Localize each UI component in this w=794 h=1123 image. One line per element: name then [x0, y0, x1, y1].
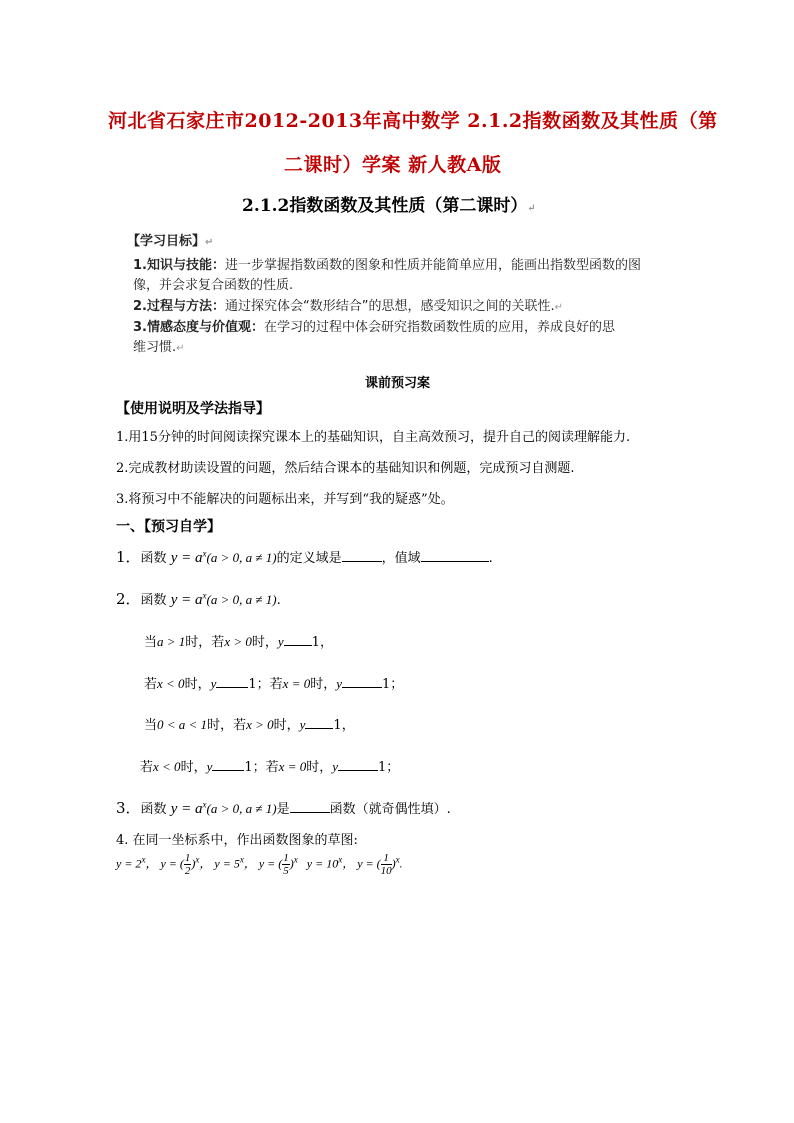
numerator: 1 — [283, 852, 289, 864]
separator: ， — [145, 856, 158, 871]
guide-item-1: 1.用15分钟的时间阅读探究课本上的基础知识，自主高效预习，提升自己的阅读理解能力. — [116, 430, 631, 445]
goal-item-3 — [133, 316, 615, 335]
denominator: 10 — [380, 865, 392, 877]
guide-item-2: 2.完成教材助读设置的问题，然后结合课本的基础知识和例题，完成预习自测题. — [116, 461, 575, 476]
punct: ， — [341, 718, 355, 733]
exponent: x — [395, 854, 400, 865]
goal-item-3-text: 在学习的过程中体会研究指数函数性质的应用，养成良好的思 — [263, 320, 615, 335]
goal-item-2 — [133, 295, 563, 314]
goals-heading — [127, 230, 213, 249]
goal-item-1 — [133, 254, 641, 273]
guide-heading: 【使用说明及学法指导】 — [116, 401, 270, 417]
func-6: y = ( — [357, 856, 381, 871]
goal-item-3-text-cont: 维习惯. — [133, 340, 177, 355]
self-study-heading: 一、【预习自学】 — [116, 519, 221, 535]
question-3-text-b: 函数（就奇偶性填）. — [329, 802, 451, 817]
question-1-text-a: 的定义域是 — [276, 551, 342, 566]
question-1-number: 1． — [116, 548, 141, 566]
question-3-condition: (a > 0, a ≠ 1) — [206, 801, 277, 816]
goal-item-2-label: 2.过程与方法： — [133, 299, 225, 314]
question-3-func-word: 函数 — [140, 802, 167, 817]
question-3-text-a: 是 — [276, 802, 290, 817]
question-2-line-2 — [144, 673, 403, 692]
text: 若 — [144, 677, 158, 692]
period: . — [399, 856, 403, 871]
question-1-func-word: 函数 — [140, 551, 167, 566]
question-1-text-b: ，值域 — [381, 551, 421, 566]
condition: x = 0 — [278, 759, 307, 774]
text: 时， — [306, 760, 333, 775]
goal-item-3-label: 3.情感态度与价值观： — [133, 320, 264, 335]
return-mark: ↵ — [205, 237, 214, 248]
answer-blank[interactable] — [212, 756, 244, 771]
return-mark: ↵ — [554, 302, 563, 313]
paren: ) — [289, 856, 294, 871]
goal-item-1-cont — [133, 274, 293, 293]
paren: ) — [191, 856, 196, 871]
question-2-line-3 — [144, 714, 355, 733]
text: 时， — [184, 677, 211, 692]
condition: x > 0 — [246, 717, 274, 732]
fraction-tenth — [381, 852, 392, 877]
question-2-end: . — [276, 593, 281, 608]
lesson-subtitle-text: 2.1.2指数函数及其性质（第二课时） — [242, 196, 528, 216]
number-one: 1 — [311, 635, 320, 650]
exponent: x — [293, 854, 298, 865]
text: 时， — [251, 635, 278, 650]
question-2 — [116, 588, 281, 609]
variable-y: y — [299, 717, 306, 732]
separator: ， — [199, 856, 212, 871]
question-2-line-1 — [144, 631, 333, 650]
question-2-number: 2． — [116, 590, 141, 608]
func-3: y = 5 — [214, 856, 240, 871]
question-2-condition: (a > 0, a ≠ 1) — [206, 592, 277, 607]
condition: a > 1 — [157, 634, 186, 649]
number-one: 1 — [248, 677, 257, 692]
condition: x < 0 — [157, 676, 185, 691]
punct: ； — [252, 760, 266, 775]
punct: ， — [319, 635, 333, 650]
text: 当 — [144, 718, 158, 733]
condition: x = 0 — [282, 676, 311, 691]
goal-item-1-label: 1.知识与技能： — [133, 258, 225, 273]
number-one: 1 — [378, 760, 387, 775]
exponent: x — [338, 854, 343, 865]
answer-blank[interactable] — [421, 547, 489, 562]
goal-item-3-cont — [133, 336, 185, 355]
text: 时， — [273, 718, 300, 733]
paren: ) — [391, 856, 396, 871]
exponent: x — [141, 854, 146, 865]
number-one: 1 — [382, 677, 391, 692]
question-4: 4. 在同一坐标系中，作出函数图象的草图: — [116, 833, 358, 848]
variable-y: y — [332, 759, 339, 774]
question-3-number: 3． — [116, 799, 141, 817]
document-title-line2: 二课时）学案 新人教A版 — [284, 154, 502, 176]
question-3-exponent: x — [202, 799, 207, 810]
exponent: x — [195, 854, 200, 865]
numerator: 1 — [184, 852, 191, 864]
question-2-formula: y = a — [170, 592, 203, 608]
question-3 — [116, 797, 451, 818]
variable-y: y — [206, 759, 213, 774]
guide-item-3: 3.将预习中不能解决的问题标出来，并写到“我的疑惑”处。 — [116, 492, 454, 507]
func-5: y = 10 — [306, 856, 339, 871]
question-2-func-word: 函数 — [140, 593, 167, 608]
number-one: 1 — [333, 718, 342, 733]
func-2: y = ( — [160, 856, 184, 871]
variable-y: y — [277, 634, 284, 649]
separator: ， — [342, 856, 355, 871]
func-1: y = 2 — [116, 856, 142, 871]
fraction-fifth — [282, 852, 290, 877]
document-title-line1: 河北省石家庄市2012-2013年高中数学 2.1.2指数函数及其性质（第 — [108, 110, 718, 132]
punct: ； — [386, 760, 400, 775]
question-1-formula: y = a — [170, 550, 203, 566]
goal-item-1-text-cont: 像，并会求复合函数的性质. — [133, 278, 294, 293]
answer-blank[interactable] — [284, 631, 312, 646]
denominator: 5 — [283, 865, 289, 877]
punct: ； — [256, 677, 270, 692]
number-one: 1 — [244, 760, 253, 775]
return-mark: ↵ — [527, 203, 536, 214]
condition: x > 0 — [224, 634, 252, 649]
question-1-end: . — [488, 551, 493, 566]
answer-blank[interactable] — [338, 756, 378, 771]
text: 时，若 — [207, 718, 247, 733]
goal-item-1-text: 进一步掌握指数函数的图象和性质并能简单应用，能画出指数型函数的图 — [224, 258, 641, 273]
answer-blank[interactable] — [342, 673, 382, 688]
goals-heading-text: 【学习目标】 — [127, 234, 206, 249]
text: 时， — [310, 677, 337, 692]
text: 当 — [144, 635, 158, 650]
func-4: y = ( — [258, 856, 283, 871]
text: 若 — [140, 760, 154, 775]
separator: ， — [243, 856, 256, 871]
goal-item-2-text: 通过探究体会“数形结合”的思想，感受知识之间的关联性. — [224, 299, 555, 314]
variable-y: y — [210, 676, 217, 691]
question-1 — [116, 546, 493, 567]
numerator: 1 — [381, 852, 392, 865]
question-4-functions — [116, 852, 403, 877]
denominator: 2 — [184, 865, 191, 877]
answer-blank[interactable] — [216, 673, 248, 688]
text: 若 — [269, 677, 283, 692]
answer-blank[interactable] — [290, 798, 330, 813]
text: 时， — [180, 760, 207, 775]
variable-y: y — [336, 676, 343, 691]
answer-blank[interactable] — [305, 714, 333, 729]
punct: ； — [390, 677, 404, 692]
lesson-subtitle — [242, 191, 536, 216]
question-3-formula: y = a — [170, 801, 203, 817]
condition: 0 < a < 1 — [157, 717, 208, 732]
section-title: 课前预习案 — [365, 376, 431, 391]
text: 若 — [265, 760, 279, 775]
return-mark: ↵ — [176, 343, 185, 354]
question-1-condition: (a > 0, a ≠ 1) — [206, 550, 277, 565]
exponent: x — [239, 854, 244, 865]
text: 时，若 — [185, 635, 225, 650]
answer-blank[interactable] — [342, 547, 382, 562]
question-1-exponent: x — [202, 548, 207, 559]
question-2-line-4 — [140, 756, 399, 775]
question-2-exponent: x — [202, 590, 207, 601]
condition: x < 0 — [153, 759, 181, 774]
